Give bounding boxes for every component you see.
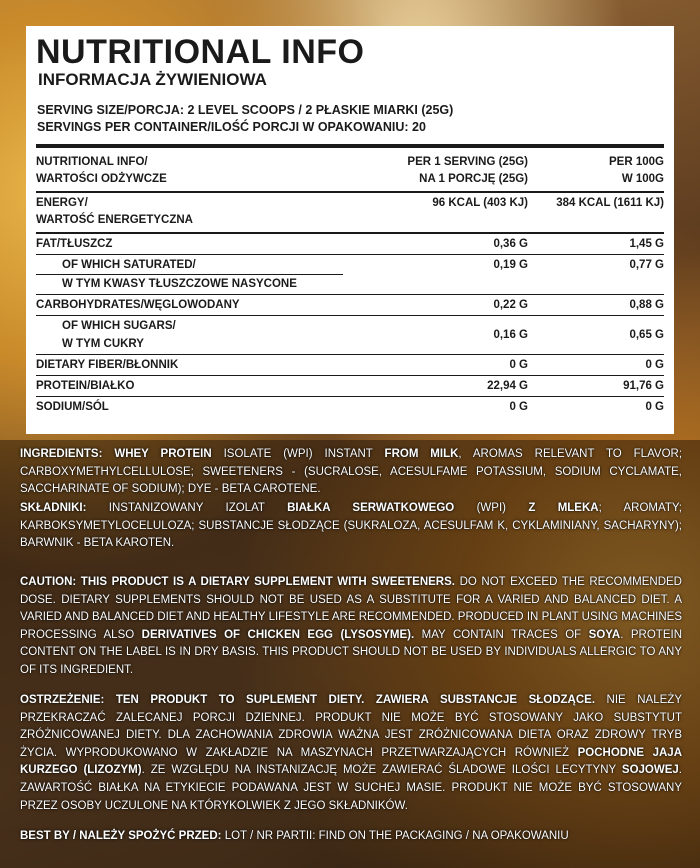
caution-en: CAUTION: THIS PRODUCT IS A DIETARY SUPPLEMENT WITH SWEETENERS. DO NOT EXCEED THE RECOMMENDED DOSE. DIETARY SUPPLEMENTS SHOULD NOT BE USED AS A SUBSTITUTE FOR A VARIED AND BALANCED DIET. A VARIED AND BALANCED DIET AND HEALTHY LIFESTYLE ARE RECOMMENDED. PRODUCED IN PLANT USING MACHINES PROCESSING ALSO DERIVATIVES OF CHICKEN EGG (LYSOSYME). MAY CONTAIN TRACES OF SOYA. PROTEIN CONTENT ON THE LABEL IS IN DRY BASIS. THIS PRODUCT SHOULD NOT BE USED BY INDIVIDUALS ALLERGIC TO ANY OF ITS INGREDIENT.	[20, 576, 682, 676]
header-col-per-100g: PER 100G W 100G	[609, 156, 664, 185]
table-row-fat: FAT/TŁUSZCZ 0,36 G 1,45 G	[36, 233, 664, 255]
ingredients-pl: SKŁADNIKI: INSTANIZOWANY IZOLAT BIAŁKA SERWATKOWEGO (WPI) Z MLEKA; AROMATY; KARBOKSYMETYLOCELULOZA; SUBSTANCJE SŁODZĄCE (SUKRALOZA, ACESULFAM K, CYKLAMINIANY, SACHARYNY); BARWNIK - BETA KAROTEN.	[20, 502, 682, 550]
ingredients-en: INGREDIENTS: WHEY PROTEIN ISOLATE (WPI) INSTANT FROM MILK, AROMAS RELEVANT TO FLAVOR; CARBOXYMETHYLCELLULOSE; SWEETENERS - (SUCRALOSE, ACESULFAME POTASSIUM, SODIUM CYCLAMATE, SACCHARINATE OF SODIUM); DYE - BETA CAROTENE.	[20, 448, 683, 496]
table-row-protein: PROTEIN/BIAŁKO 22,94 G 91,76 G	[36, 376, 664, 397]
caution-pl: OSTRZEŻENIE: TEN PRODUKT TO SUPLEMENT DIETY. ZAWIERA SUBSTANCJE SŁODZĄCE. NIE NALEŻY PRZEKRACZAĆ ZALECANEJ PORCJI DZIENNEJ. PRODUKT NIE MOŻE BYĆ STOSOWANY JAKO SUBSTYTUT ZRÓŻNICOWANEJ DIETY. DLA ZACHOWANIA ZDROWIA WAŻNA JEST ZRÓŻNICOWANA DIETA ORAZ ZDROWY TRYB ŻYCIA. WYPRODUKOWANO W ZAKŁADZIE NA MASZYNACH PRZETWARZAJĄCYCH RÓWNIEŻ POCHODNE JAJA KURZEGO (LIZOZYM). ZE WZGLĘDU NA INSTANIZACJĘ MOŻE ZAWIERAĆ ŚLADOWE ILOŚCI LECYTYNY SOJOWEJ. ZAWARTOŚĆ BIAŁKA NA ETYKIECIE PODAWANA JEST W SUCHEJ MASIE. PRODUKT NIE MOŻE BYĆ STOSOWANY PRZEZ OSOBY UCZULONE NA KTÓRYKOLWIEK Z JEGO SKŁADNIKÓW.	[20, 694, 682, 812]
panel-title: NUTRITIONAL INFO	[36, 33, 365, 71]
table-row-saturated: OF WHICH SATURATED/ W TYM KWASY TŁUSZCZOWE NASYCONE 0,19 G 0,77 G	[36, 255, 664, 295]
nutrition-panel	[26, 26, 674, 434]
table-row-sodium: SODIUM/SÓL 0 G 0 G	[36, 397, 664, 418]
table-row-sugars: OF WHICH SUGARS/ W TYM CUKRY 0,16 G 0,65 G	[36, 316, 664, 355]
panel-subtitle: INFORMACJA ŻYWIENIOWA	[38, 70, 267, 89]
servings-per-container: SERVINGS PER CONTAINER/ILOŚĆ PORCJI W OPAKOWANIU: 20	[37, 120, 426, 134]
best-by: BEST BY / NALEŻY SPOŻYĆ PRZED: LOT / NR PARTII: FIND ON THE PACKAGING / NA OPAKOWANIU	[20, 830, 569, 842]
table-row-carbohydrates: CARBOHYDRATES/WĘGLOWODANY 0,22 G 0,88 G	[36, 295, 664, 316]
table-row-energy: ENERGY/ WARTOŚĆ ENERGETYCZNA 96 KCAL (403 KJ) 384 KCAL (1611 KJ)	[36, 192, 664, 233]
table-header-row	[36, 152, 664, 192]
header-col-nutrient: NUTRITIONAL INFO/ WARTOŚCI ODŻYWCZE	[36, 156, 167, 185]
header-col-per-serving: PER 1 SERVING (25G) NA 1 PORCJĘ (25G)	[407, 156, 528, 185]
table-row-fiber: DIETARY FIBER/BŁONNIK 0 G 0 G	[36, 355, 664, 376]
divider	[36, 144, 664, 148]
nutrition-table	[36, 152, 664, 417]
serving-size: SERVING SIZE/PORCJA: 2 LEVEL SCOOPS / 2 PŁASKIE MIARKI (25G)	[37, 103, 454, 117]
